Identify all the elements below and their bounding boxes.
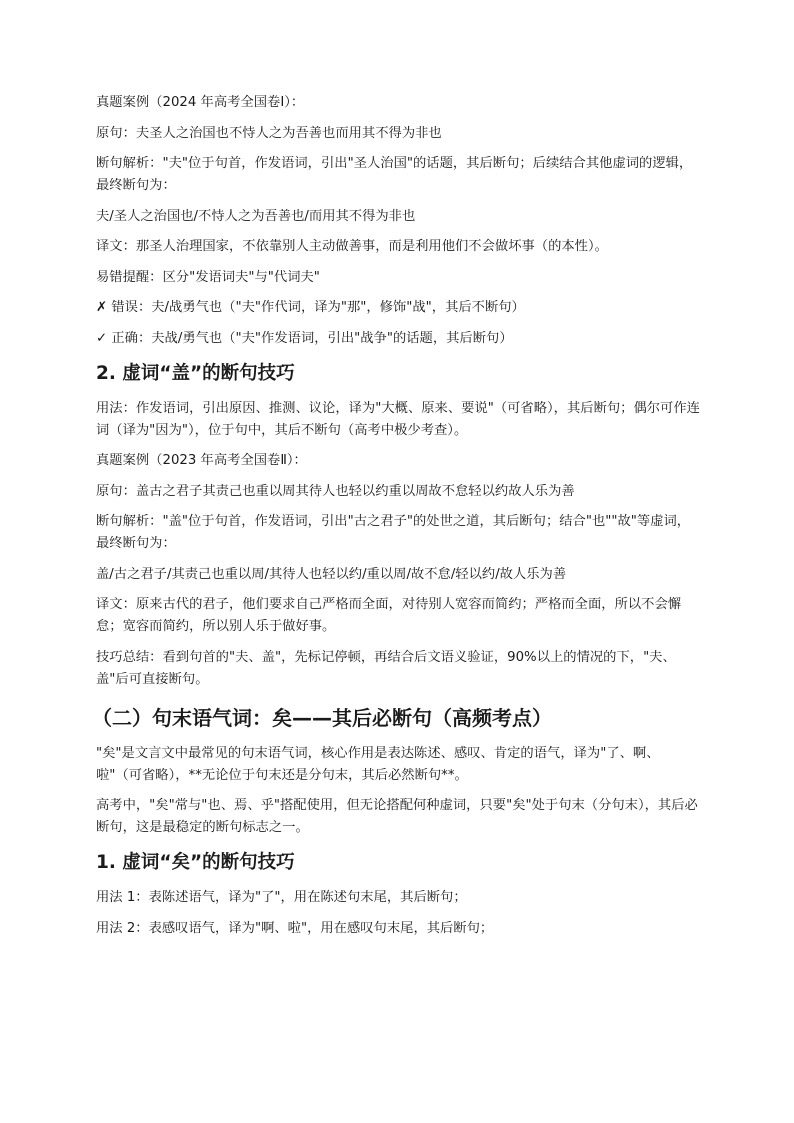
case-heading-2023: 真题案例（2023 年高考全国卷Ⅱ）： bbox=[96, 453, 307, 468]
document-body bbox=[92, 92, 700, 948]
usage-gai: 用法：作发语词，引出原因、推测、议论，译为"大概、原来、要说"（可省略），其后断句；偶尔可作连词（译为"因为"），位于句中，其后不断句（高考中极少考查）。 bbox=[96, 400, 700, 438]
heading-gai-technique: 2. 虚词“盖”的断句技巧 bbox=[96, 362, 295, 384]
yi-intro: "矣"是文言文中最常见的句末语气词，核心作用是表达陈述、感叹、肯定的语气，译为"了、啊、啦"（可省略），**无论位于句末还是分句末，其后必然断句**。 bbox=[96, 745, 660, 783]
case-heading-2024: 真题案例（2024 年高考全国卷Ⅰ）： bbox=[96, 95, 305, 110]
usage-yi-2: 用法 2：表感叹语气，译为"啊、啦"，用在感叹句末尾，其后断句； bbox=[96, 920, 494, 936]
yi-exam-note: 高考中，"矣"常与"也、焉、乎"搭配使用，但无论搭配何种虚词，只要"矣"处于句末（分句末），其后必断句，这是最稳定的断句标志之一。 bbox=[96, 798, 698, 835]
heading-yi-technique: 1. 虚词“矣”的断句技巧 bbox=[96, 852, 295, 873]
analysis-gai: 断句解析："盖"位于句首，作发语词，引出"古之君子"的处世之道，其后断句；结合"也""故"等虚词，最终断句为： bbox=[96, 514, 691, 551]
wrong-example: ✗ 错误：夫/战勇气也（"夫"作代词，译为"那"，修饰"战"，其后不断句） bbox=[96, 300, 525, 315]
original-sentence-gai: 原句：盖古之君子其责己也重以周其待人也轻以约重以周故不怠轻以约故人乐为善 bbox=[96, 483, 575, 499]
segmented-sentence-fu: 夫/圣人之治国也/不恃人之为吾善也/而用其不得为非也 bbox=[96, 208, 416, 224]
analysis-fu: 断句解析："夫"位于句首，作发语词，引出"圣人治国"的话题，其后断句；后续结合其他虚词的逻辑，最终断句为： bbox=[96, 156, 693, 193]
segmented-sentence-gai: 盖/古之君子/其责己也重以周/其待人也轻以约/重以周/故不怠/轻以约/故人乐为善 bbox=[96, 566, 567, 582]
original-sentence-fu: 原句：夫圣人之治国也不恃人之为吾善也而用其不得为非也 bbox=[96, 125, 442, 141]
technique-summary: 技巧总结：看到句首的"夫、盖"，先标记停顿，再结合后文语义验证，90%以上的情况的下，"夫、盖"后可直接断句。 bbox=[96, 649, 676, 687]
usage-yi-1: 用法 1：表陈述语气，译为"了"，用在陈述句末尾，其后断句； bbox=[96, 890, 467, 905]
section-heading-yi: （二）句末语气词：矣——其后必断句（高频考点） bbox=[92, 705, 552, 730]
correct-example: ✓ 正确：夫战/勇气也（"夫"作发语词，引出"战争"的话题，其后断句） bbox=[96, 330, 513, 346]
translation-gai: 译文：原来古代的君子，他们要求自己严格而全面，对待别人宽容而简约；严格而全面，所以不会懈怠；宽容而简约，所以别人乐于做好事。 bbox=[96, 597, 682, 634]
translation-fu: 译文：那圣人治理国家，不依靠别人主动做善事，而是利用他们不会做坏事（的本性）。 bbox=[96, 239, 608, 254]
pitfall-reminder: 易错提醒：区分"发语词夫"与"代词夫" bbox=[96, 269, 320, 285]
